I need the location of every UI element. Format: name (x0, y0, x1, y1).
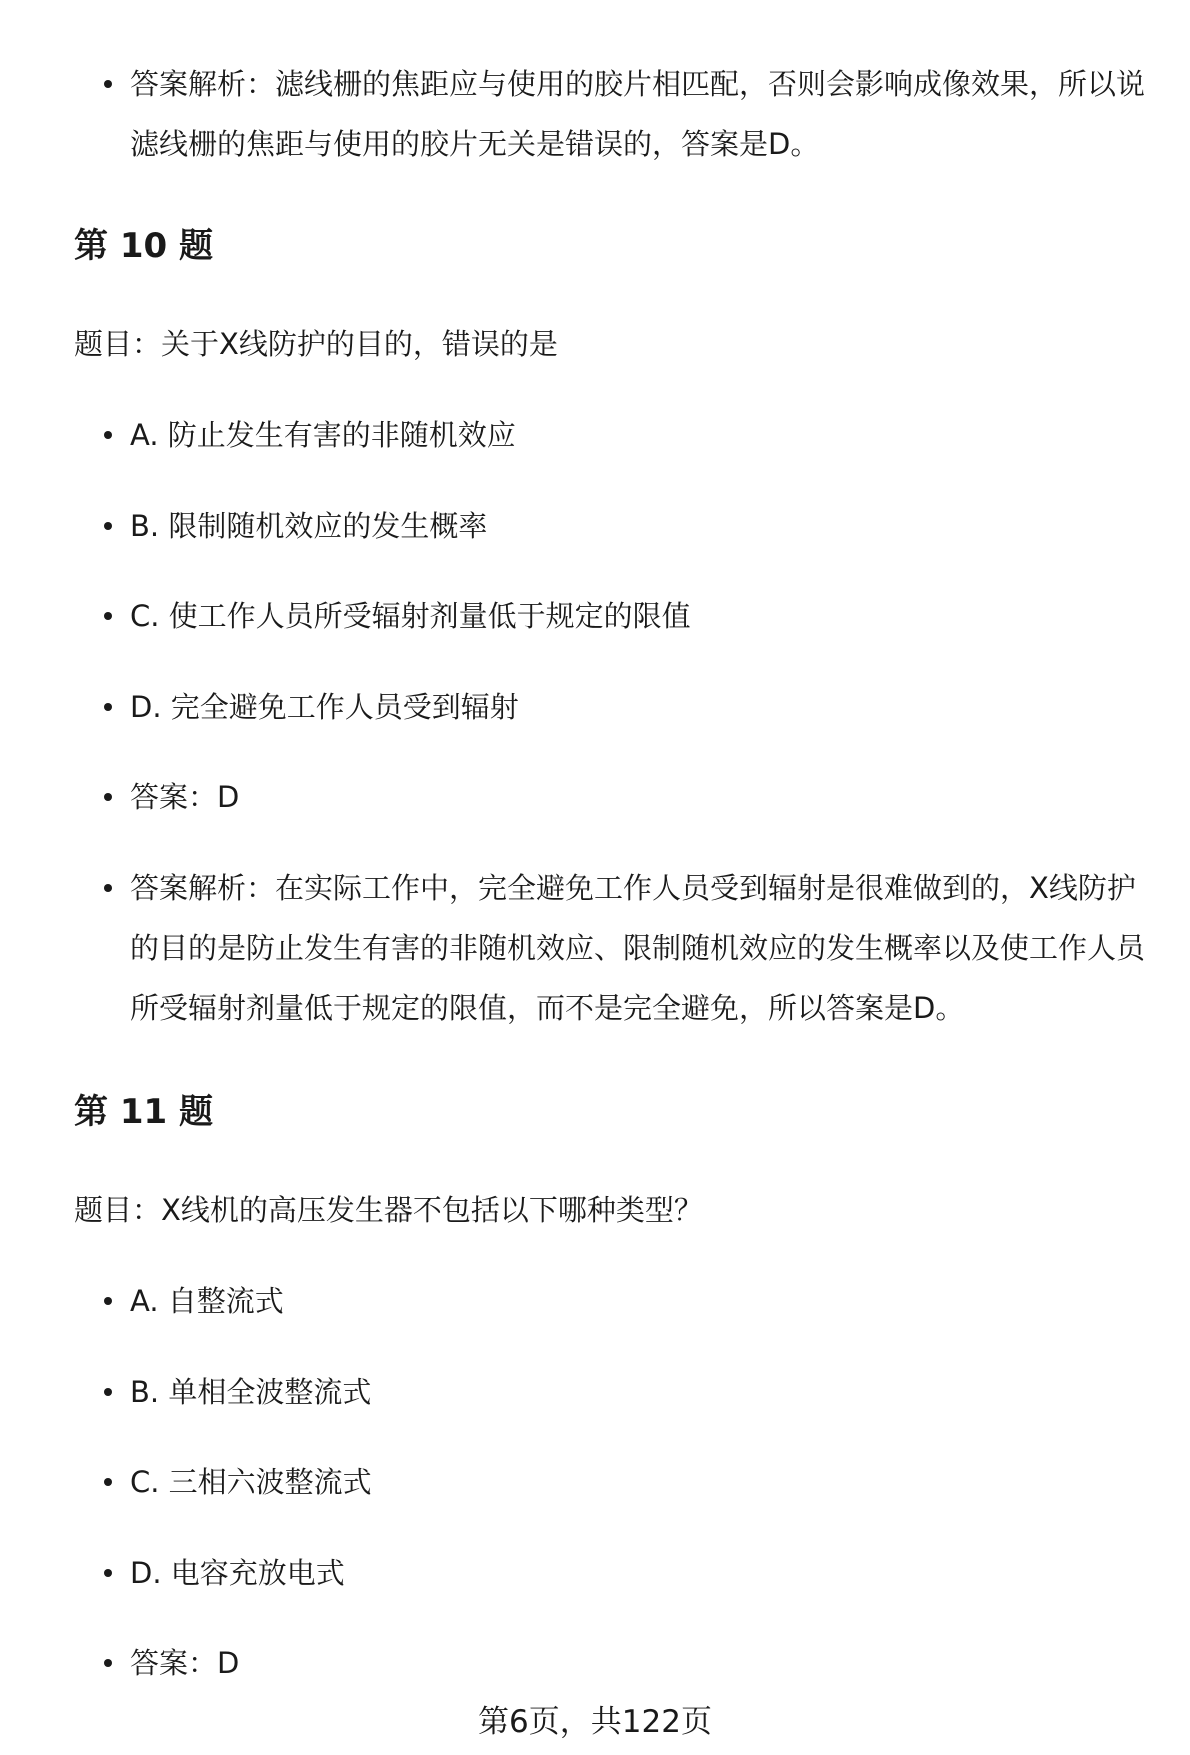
question-11-option-d: D. 电容充放电式 (130, 1543, 1160, 1603)
question-11-text: 题目：X线机的高压发生器不包括以下哪种类型？ (74, 1193, 703, 1227)
page-number-footer: 第6页，共122页 (478, 1704, 712, 1740)
question-10-option-d: D. 完全避免工作人员受到辐射 (130, 677, 1160, 737)
question-10-heading: 第 10 题 (74, 226, 213, 266)
question-10-option-b: B. 限制随机效应的发生概率 (130, 496, 1160, 556)
question-10-text: 题目：关于X线防护的目的，错误的是 (74, 327, 558, 361)
question-11-option-b: B. 单相全波整流式 (130, 1362, 1160, 1422)
question-11-option-a: A. 自整流式 (130, 1271, 1160, 1331)
question-10-option-a: A. 防止发生有害的非随机效应 (130, 405, 1160, 465)
question-11-heading: 第 11 题 (74, 1092, 213, 1132)
question-10-explanation: 答案解析：在实际工作中，完全避免工作人员受到辐射是很难做到的，X线防护的目的是防止发生有害的非随机效应、限制随机效应的发生概率以及使工作人员所受辐射剂量低于规定的限值，而不是完全避免，所以答案是D。 (130, 858, 1160, 1038)
question-10-answer: 答案：D (130, 767, 1160, 827)
question-10-option-c: C. 使工作人员所受辐射剂量低于规定的限值 (130, 586, 1160, 646)
prev-answer-explanation: 答案解析：滤线栅的焦距应与使用的胶片相匹配，否则会影响成像效果，所以说滤线栅的焦距与使用的胶片无关是错误的，答案是D。 (130, 54, 1160, 174)
question-11-answer: 答案：D (130, 1633, 1160, 1693)
question-11-option-c: C. 三相六波整流式 (130, 1452, 1160, 1512)
